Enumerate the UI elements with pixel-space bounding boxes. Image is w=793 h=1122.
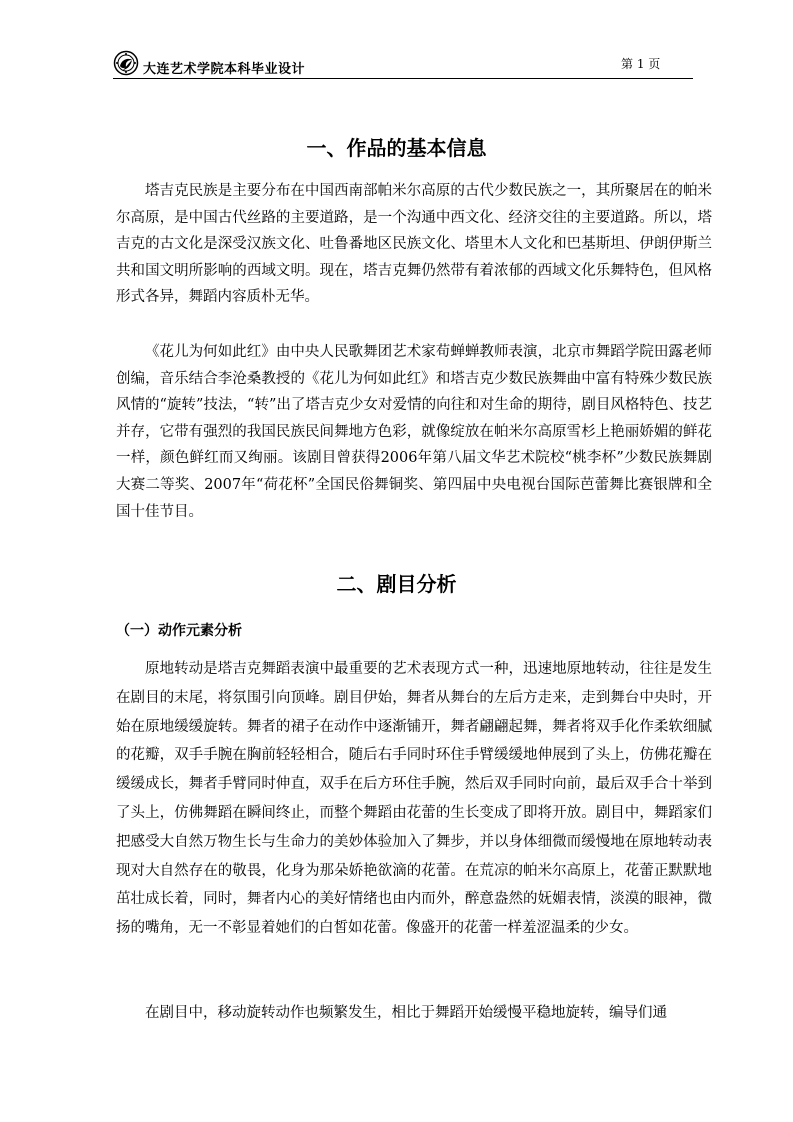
section-title-basic-info: 一、作品的基本信息 <box>306 136 487 160</box>
paragraph: 在剧目中，移动旋转动作也频繁发生，相比于舞蹈开始缓慢平稳地旋转，编导们通 <box>145 1005 667 1021</box>
page-number: 第 1 页 <box>621 57 661 71</box>
page-header <box>113 50 693 79</box>
school-emblem-icon <box>113 50 139 76</box>
paragraph: 原地转动是塔吉克舞蹈表演中最重要的艺术表现方式一种，迅速地原地转动，往往是发生在剧目的末尾，将氛围引向顶峰。剧目伊始，舞者从舞台的左后方走来，走到舞台中央时，开始在原地缓缓旋转。舞者的裙子在动作中逐渐铺开，舞者翩翩起舞，舞者将双手化作柔软细腻的花瓣，双手手腕在胸前轻轻相合，随后右手同时环住手臂缓缓地伸展到了头上，仿佛花瓣在缓缓成长，舞者手臂同时伸直，双手在后方环住手腕，然后双手同时向前，最后双手合十举到了头上，仿佛舞蹈在瞬间终止，而整个舞蹈由花蕾的生长变成了即将开放。剧目中，舞蹈家们把感受大自然万物生长与生命力的美妙体验加入了舞步，并以身体细微而缓慢地在原地转动表现对大自然存在的敬畏，化身为那朵娇艳欲滴的花蕾。在荒凉的帕米尔高原上，花蕾正默默地茁壮成长着，同时，舞者内心的美好情绪也由内而外，醉意盎然的妩媚表情，淡漠的眼神，微扬的嘴角，无一不彰显着她们的白皙如花蕾。像盛开的花蕾一样羞涩温柔的少女。 <box>116 661 712 937</box>
paragraph: 塔吉克民族是主要分布在中国西南部帕米尔高原的古代少数民族之一，其所聚居在的帕米尔高原，是中国古代丝路的主要道路，是一个沟通中西文化、经济交往的主要道路。所以，塔吉克的古文化是深受汉族文化、吐鲁番地区民族文化、塔里木人文化和巴基斯坦、伊朗伊斯兰共和国文明所影响的西域文明。现在，塔吉克舞仍然带有着浓郁的西域文化乐舞特色，但风格形式各异，舞蹈内容质朴无华。 <box>116 183 712 306</box>
school-name: 大连艺术学院本科毕业设计 <box>143 62 306 77</box>
section-title-analysis: 二、剧目分析 <box>336 572 457 596</box>
subsection-title: （一）动作元素分析 <box>116 623 242 639</box>
paragraph: 《花儿为何如此红》由中央人民歌舞团艺术家苟蝉蝉教师表演，北京市舞蹈学院田露老师创编，音乐结合李沧桑教授的《花儿为何如此红》和塔吉克少数民族舞曲中富有特殊少数民族风情的“旋转”技法，“转”出了塔吉克少女对爱情的向往和对生命的期待，剧目风格特色、技艺并存，它带有强烈的我国民族民间舞地方色彩，就像绽放在帕米尔高原雪杉上艳丽娇媚的鲜花一样，颜色鲜红而又绚丽。该剧目曾获得2006年第八届文华艺术院校“桃李杯”少数民族舞剧大赛二等奖、2007年“荷花杯”全国民俗舞铜奖、第四届中央电视台国际芭蕾舞比赛银牌和全国十佳节目。 <box>116 344 712 520</box>
